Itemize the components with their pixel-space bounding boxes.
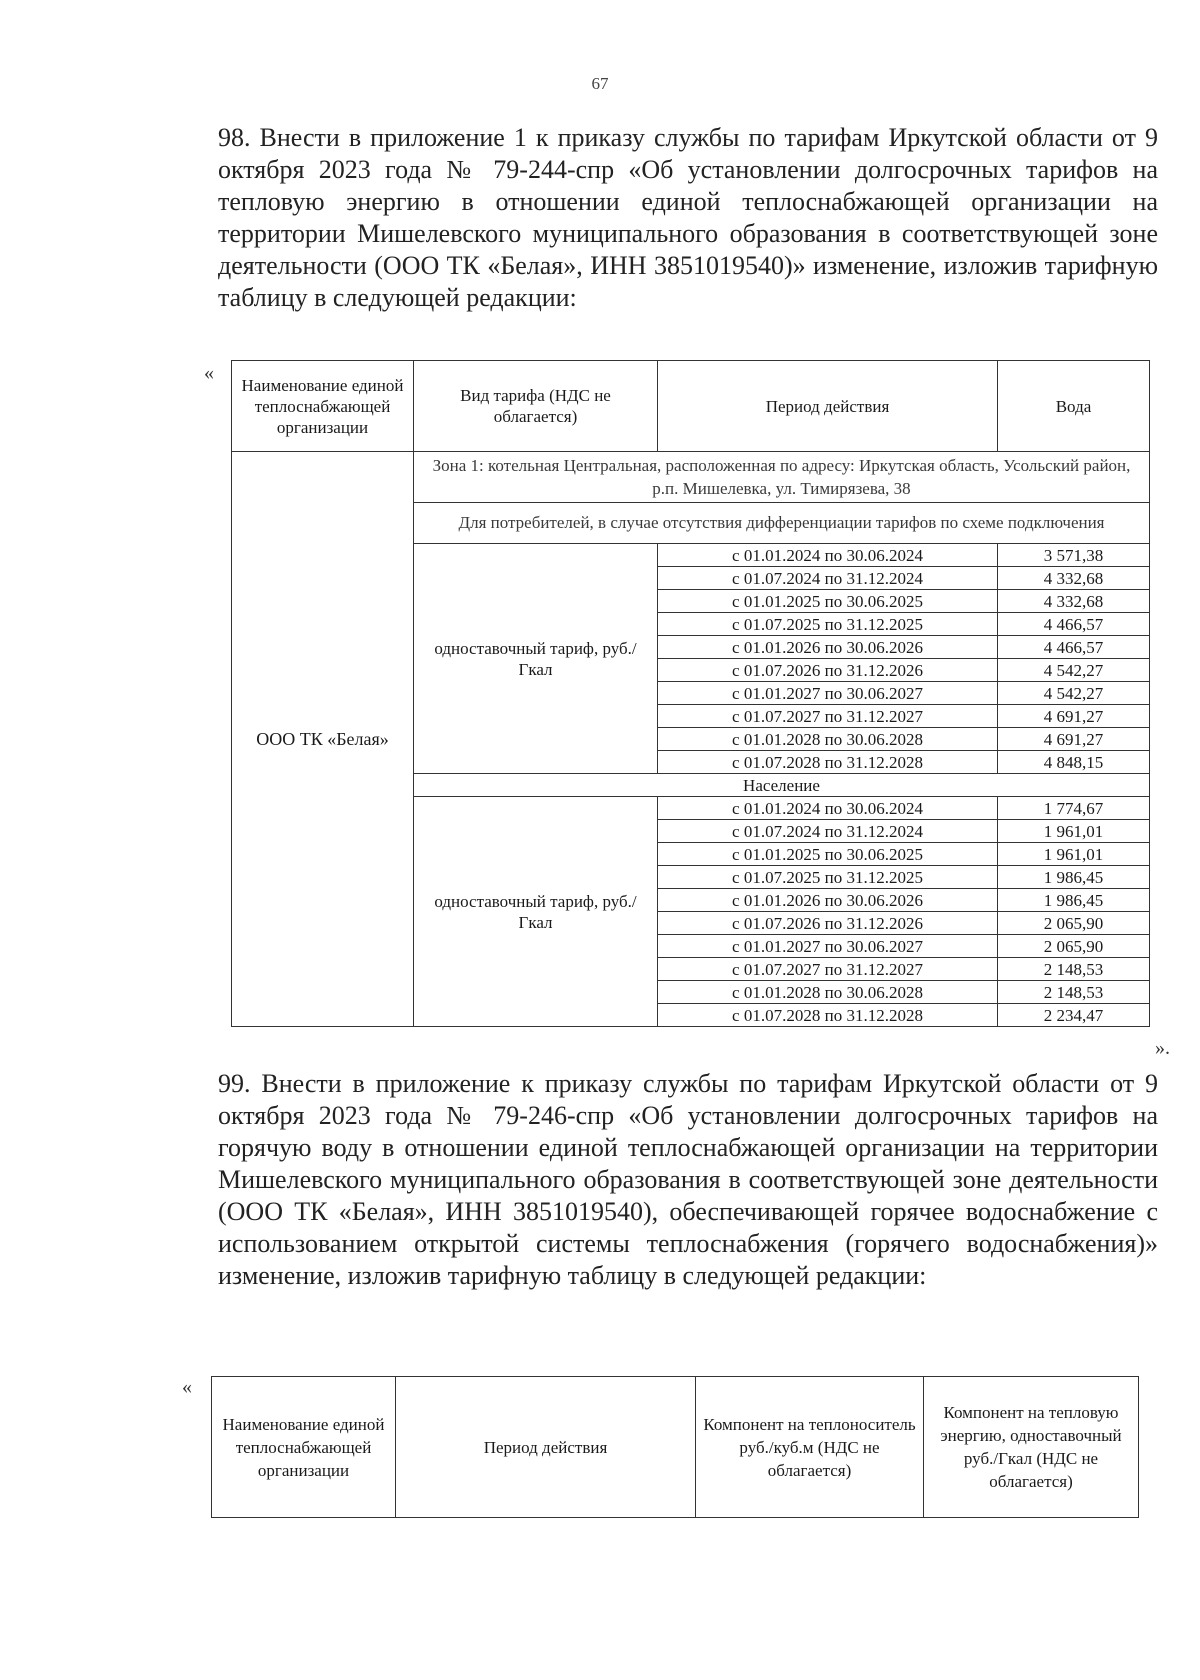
table2-header-energy: Компонент на тепловую энергию, одноставочный руб./Гкал (НДС не облагается)	[924, 1377, 1139, 1518]
value-cell: 4 332,68	[998, 567, 1150, 590]
table1-zone-row	[232, 452, 1150, 503]
period-cell: с 01.07.2026 по 31.12.2026	[658, 659, 998, 682]
period-cell: с 01.07.2028 по 31.12.2028	[658, 1004, 998, 1027]
period-cell: с 01.01.2026 по 30.06.2026	[658, 889, 998, 912]
value-cell: 1 961,01	[998, 843, 1150, 866]
period-cell: с 01.07.2028 по 31.12.2028	[658, 751, 998, 774]
value-cell: 2 065,90	[998, 912, 1150, 935]
table2-header-period: Период действия	[396, 1377, 696, 1518]
table1-group2-title: Население	[414, 774, 1150, 797]
period-cell: с 01.07.2024 по 31.12.2024	[658, 820, 998, 843]
table1-group1-title: Для потребителей, в случае отсутствия дифференциации тарифов по схеме подключения	[414, 503, 1150, 544]
period-cell: с 01.07.2025 по 31.12.2025	[658, 866, 998, 889]
value-cell: 4 466,57	[998, 636, 1150, 659]
period-cell: с 01.01.2026 по 30.06.2026	[658, 636, 998, 659]
value-cell: 1 961,01	[998, 820, 1150, 843]
table2-header-row	[212, 1377, 1139, 1518]
tariff-table-2	[211, 1376, 1139, 1518]
period-cell: с 01.07.2027 по 31.12.2027	[658, 958, 998, 981]
table1-group2-tariff-label: одноставочный тариф, руб./Гкал	[414, 797, 658, 1027]
value-cell: 2 148,53	[998, 981, 1150, 1004]
period-cell: с 01.07.2026 по 31.12.2026	[658, 912, 998, 935]
close-quote-1: ».	[1155, 1037, 1170, 1059]
period-cell: с 01.01.2025 по 30.06.2025	[658, 843, 998, 866]
period-cell: с 01.01.2028 по 30.06.2028	[658, 728, 998, 751]
value-cell: 4 542,27	[998, 659, 1150, 682]
period-cell: с 01.07.2025 по 31.12.2025	[658, 613, 998, 636]
tariff-table-1	[231, 360, 1150, 1027]
period-cell: с 01.01.2027 по 30.06.2027	[658, 682, 998, 705]
value-cell: 4 848,15	[998, 751, 1150, 774]
table1-group1-tariff-label: одноставочный тариф, руб./Гкал	[414, 544, 658, 774]
period-cell: с 01.01.2025 по 30.06.2025	[658, 590, 998, 613]
period-cell: с 01.01.2027 по 30.06.2027	[658, 935, 998, 958]
open-quote-2: «	[182, 1376, 192, 1398]
period-cell: с 01.07.2024 по 31.12.2024	[658, 567, 998, 590]
table1-org-name: ООО ТК «Белая»	[232, 452, 414, 1027]
period-cell: с 01.01.2028 по 30.06.2028	[658, 981, 998, 1004]
value-cell: 2 148,53	[998, 958, 1150, 981]
value-cell: 1 986,45	[998, 889, 1150, 912]
value-cell: 2 065,90	[998, 935, 1150, 958]
value-cell: 1 986,45	[998, 866, 1150, 889]
table1-header-row	[232, 361, 1150, 452]
value-cell: 4 466,57	[998, 613, 1150, 636]
paragraph-98: 98. Внести в приложение 1 к приказу службы по тарифам Иркутской области от 9 октября 2023 года № 79-244-спр «Об установлении долгосрочных тарифов на тепловую энергию в отношении единой теплоснабжающей организации на территории Мишелевского муниципального образования в соответствующей зоне деятельности (ООО ТК «Белая», ИНН 3851019540)» изменение, изложив тарифную таблицу в следующей редакции:	[218, 123, 1158, 312]
table2-header-carrier: Компонент на теплоноситель руб./куб.м (НДС не облагается)	[696, 1377, 924, 1518]
table1-header-period: Период действия	[658, 361, 998, 452]
table1-header-tariff: Вид тарифа (НДС не облагается)	[414, 361, 658, 452]
value-cell: 4 691,27	[998, 705, 1150, 728]
value-cell: 2 234,47	[998, 1004, 1150, 1027]
table1-header-org: Наименование единой теплоснабжающей организации	[232, 361, 414, 452]
period-cell: с 01.01.2024 по 30.06.2024	[658, 797, 998, 820]
page-number: 67	[591, 74, 609, 93]
table1-header-water: Вода	[998, 361, 1150, 452]
paragraph-99: 99. Внести в приложение к приказу службы по тарифам Иркутской области от 9 октября 2023 года № 79-246-спр «Об установлении долгосрочных тарифов на горячую воду в отношении единой теплоснабжающей организации на территории Мишелевского муниципального образования в соответствующей зоне деятельности (ООО ТК «Белая», ИНН 3851019540), обеспечивающей горячее водоснабжение с использованием открытой системы теплоснабжения (горячего водоснабжения)» изменение, изложив тарифную таблицу в следующей редакции:	[218, 1069, 1158, 1290]
period-cell: с 01.07.2027 по 31.12.2027	[658, 705, 998, 728]
value-cell: 4 691,27	[998, 728, 1150, 751]
value-cell: 4 542,27	[998, 682, 1150, 705]
period-cell: с 01.01.2024 по 30.06.2024	[658, 544, 998, 567]
value-cell: 4 332,68	[998, 590, 1150, 613]
open-quote-1: «	[204, 362, 214, 384]
value-cell: 1 774,67	[998, 797, 1150, 820]
value-cell: 3 571,38	[998, 544, 1150, 567]
table1-zone: Зона 1: котельная Центральная, расположенная по адресу: Иркутская область, Усольский район, р.п. Мишелевка, ул. Тимирязева, 38	[414, 452, 1150, 503]
table2-header-org: Наименование единой теплоснабжающей организации	[212, 1377, 396, 1518]
